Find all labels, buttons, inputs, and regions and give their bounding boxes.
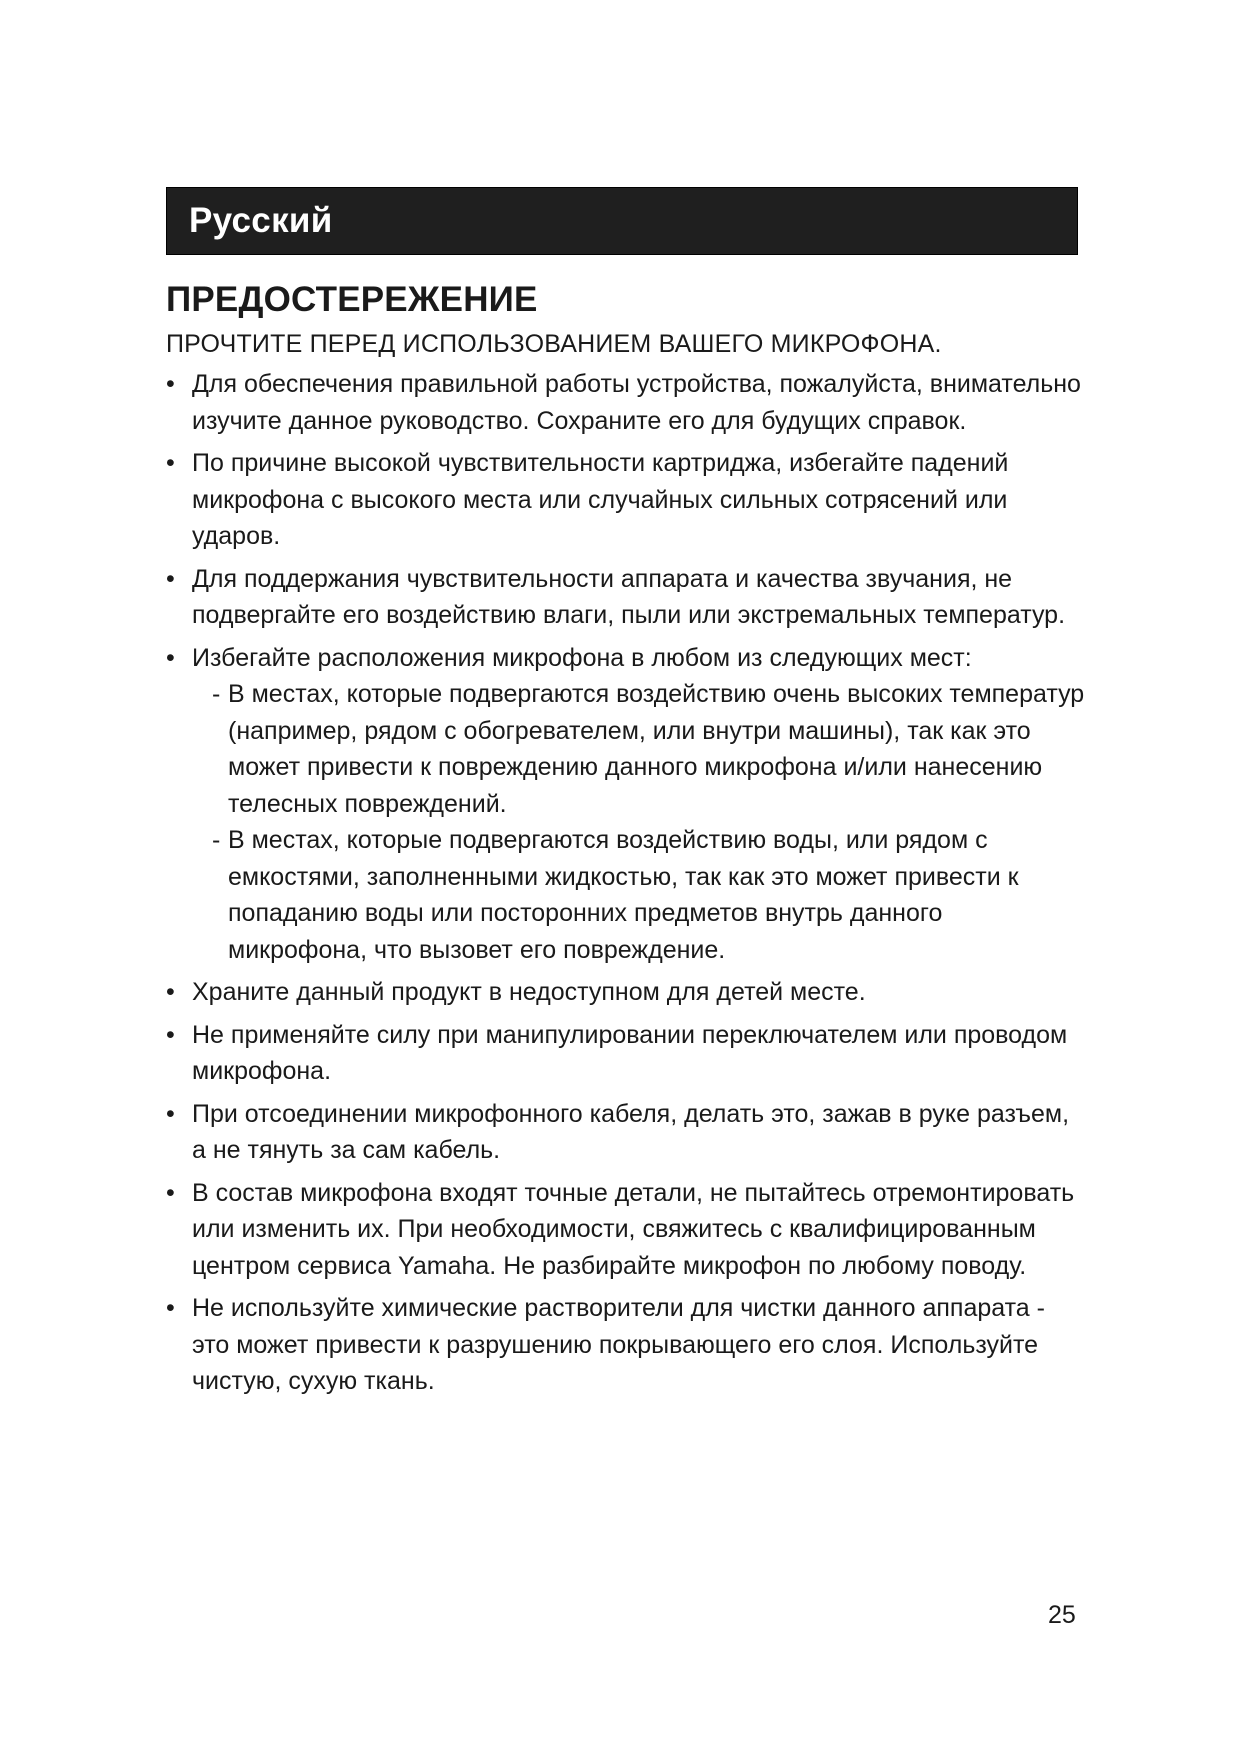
list-item — [166, 561, 1086, 634]
language-label: Русский — [189, 201, 333, 240]
sublist-item-text: В местах, которые подвергаются воздействию воды, или рядом с емкостями, заполненными жидкостью, так как это может привести к попаданию воды или посторонних предметов внутрь данного микрофона, что вызовет его повреждение. — [228, 826, 1019, 964]
list-item — [166, 1175, 1086, 1285]
caution-subheading: ПРОЧТИТЕ ПЕРЕД ИСПОЛЬЗОВАНИЕМ ВАШЕГО МИКРОФОНА. — [166, 330, 942, 358]
bullet-icon: • — [166, 643, 175, 672]
dash-icon: - — [212, 680, 221, 708]
list-item — [166, 1096, 1086, 1169]
bullet-icon: • — [166, 1020, 175, 1049]
list-item — [166, 1017, 1086, 1090]
bullet-icon: • — [166, 1178, 175, 1207]
list-item-text: Для обеспечения правильной работы устройства, пожалуйста, внимательно изучите данное руководство. Сохраните его для будущих справок. — [192, 370, 1081, 435]
bullet-icon: • — [166, 978, 175, 1006]
bullet-icon: • — [166, 1099, 175, 1128]
page-number: 25 — [1048, 1601, 1076, 1629]
list-item-text: Избегайте расположения микрофона в любом из следующих мест: — [192, 643, 972, 672]
bullet-icon: • — [166, 1294, 175, 1322]
sublist-item — [212, 822, 1086, 968]
list-item-text: Для поддержания чувствительности аппарата и качества звучания, не подвергайте его воздействию влаги, пыли или экстремальных температур. — [192, 564, 1066, 629]
caution-heading: ПРЕДОСТЕРЕЖЕНИЕ — [166, 280, 538, 319]
list-item-text: В состав микрофона входят точные детали, не пытайтесь отремонтировать или изменить их. При необходимости, свяжитесь с квалифицированным центром сервиса Yamaha. Не разбирайте микрофон по любому поводу. — [192, 1178, 1075, 1280]
dash-icon: - — [212, 826, 221, 854]
bullet-icon: • — [166, 370, 175, 398]
caution-section — [166, 278, 1086, 1406]
list-item-text: При отсоединении микрофонного кабеля, делать это, зажав в руке разъем, а не тянуть за сам кабель. — [192, 1099, 1070, 1164]
bullet-icon: • — [166, 564, 175, 593]
sublist-item — [212, 676, 1086, 822]
sublist-item-text: В местах, которые подвергаются воздействию очень высоких температур (например, рядом с обогревателем, или внутри машины), так как это может привести к повреждению данного микрофона и/или нанесению телесных повреждений. — [228, 680, 1085, 818]
language-banner — [166, 187, 1078, 255]
list-item — [166, 1290, 1086, 1400]
list-item-text: Храните данный продукт в недоступном для детей месте. — [192, 978, 866, 1006]
list-item — [166, 445, 1086, 555]
caution-list — [166, 366, 1086, 1400]
list-item-text: По причине высокой чувствительности картриджа, избегайте падений микрофона с высокого места или случайных сильных сотрясений или ударов. — [192, 449, 1009, 550]
location-sublist — [192, 676, 1086, 968]
list-item-text: Не используйте химические растворители для чистки данного аппарата - это может привести к разрушению покрывающего его слоя. Используйте чистую, сухую ткань. — [192, 1294, 1045, 1395]
list-item — [166, 974, 1086, 1011]
list-item — [166, 640, 1086, 969]
list-item-text: Не применяйте силу при манипулировании переключателем или проводом микрофона. — [192, 1020, 1068, 1085]
list-item — [166, 366, 1086, 439]
bullet-icon: • — [166, 449, 175, 477]
